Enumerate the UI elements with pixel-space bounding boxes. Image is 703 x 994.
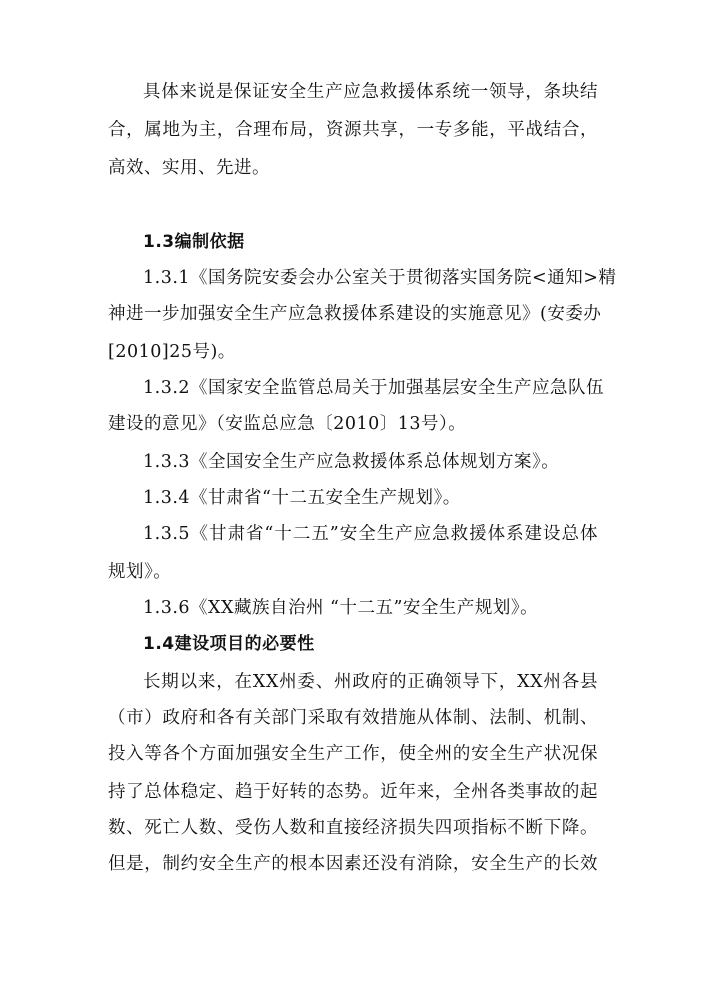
paragraph-line: （市）政府和各有关部门采取有效措施从体制、法制、机制、 (108, 708, 598, 728)
paragraph-line: 1.3.5《甘肃省“十二五”安全生产应急救援体系建设总体 (143, 524, 598, 544)
paragraph-line: 具体来说是保证安全生产应急救援体系统一领导，条块结 (143, 82, 598, 102)
paragraph-line: 1.3.6《XX藏族自治州 “十二五”安全生产规划》。 (143, 598, 539, 618)
paragraph-line: 规划》。 (108, 562, 172, 582)
paragraph-line: 1.3.2《国家安全监管总局关于加强基层安全生产应急队伍 (143, 378, 605, 398)
section-heading-1-3: 1.3编制依据 (143, 232, 245, 252)
paragraph-line: 长期以来，在XX州委、州政府的正确领导下，XX州各县 (143, 672, 598, 692)
paragraph-line: [2010]25号)。 (108, 342, 236, 362)
paragraph-line: 高效、实用、先进。 (108, 158, 270, 178)
paragraph-line: 数、死亡人数、受伤人数和直接经济损失四项指标不断下降。 (108, 818, 598, 838)
section-heading-1-4: 1.4建设项目的必要性 (143, 634, 315, 654)
paragraph-line: 合，属地为主，合理布局，资源共享，一专多能，平战结合， (108, 120, 598, 140)
paragraph-line: 1.3.4《甘肃省“十二五安全生产规划》。 (143, 488, 461, 508)
paragraph-line: 神进一步加强安全生产应急救援体系建设的实施意见》(安委办 (108, 304, 602, 324)
paragraph-line: 1.3.1《国务院安委会办公室关于贯彻落实国务院<通知>精 (143, 268, 617, 288)
paragraph-line: 但是，制约安全生产的根本因素还没有消除，安全生产的长效 (108, 854, 598, 874)
paragraph-line: 投入等各个方面加强安全生产工作，使全州的安全生产状况保 (108, 744, 598, 764)
paragraph-line: 持了总体稳定、趋于好转的态势。近年来，全州各类事故的起 (108, 782, 598, 802)
paragraph-line: 建设的意见》（安监总应急〔2010〕13号）。 (108, 414, 467, 434)
paragraph-line: 1.3.3《全国安全生产应急救援体系总体规划方案》。 (143, 452, 560, 472)
